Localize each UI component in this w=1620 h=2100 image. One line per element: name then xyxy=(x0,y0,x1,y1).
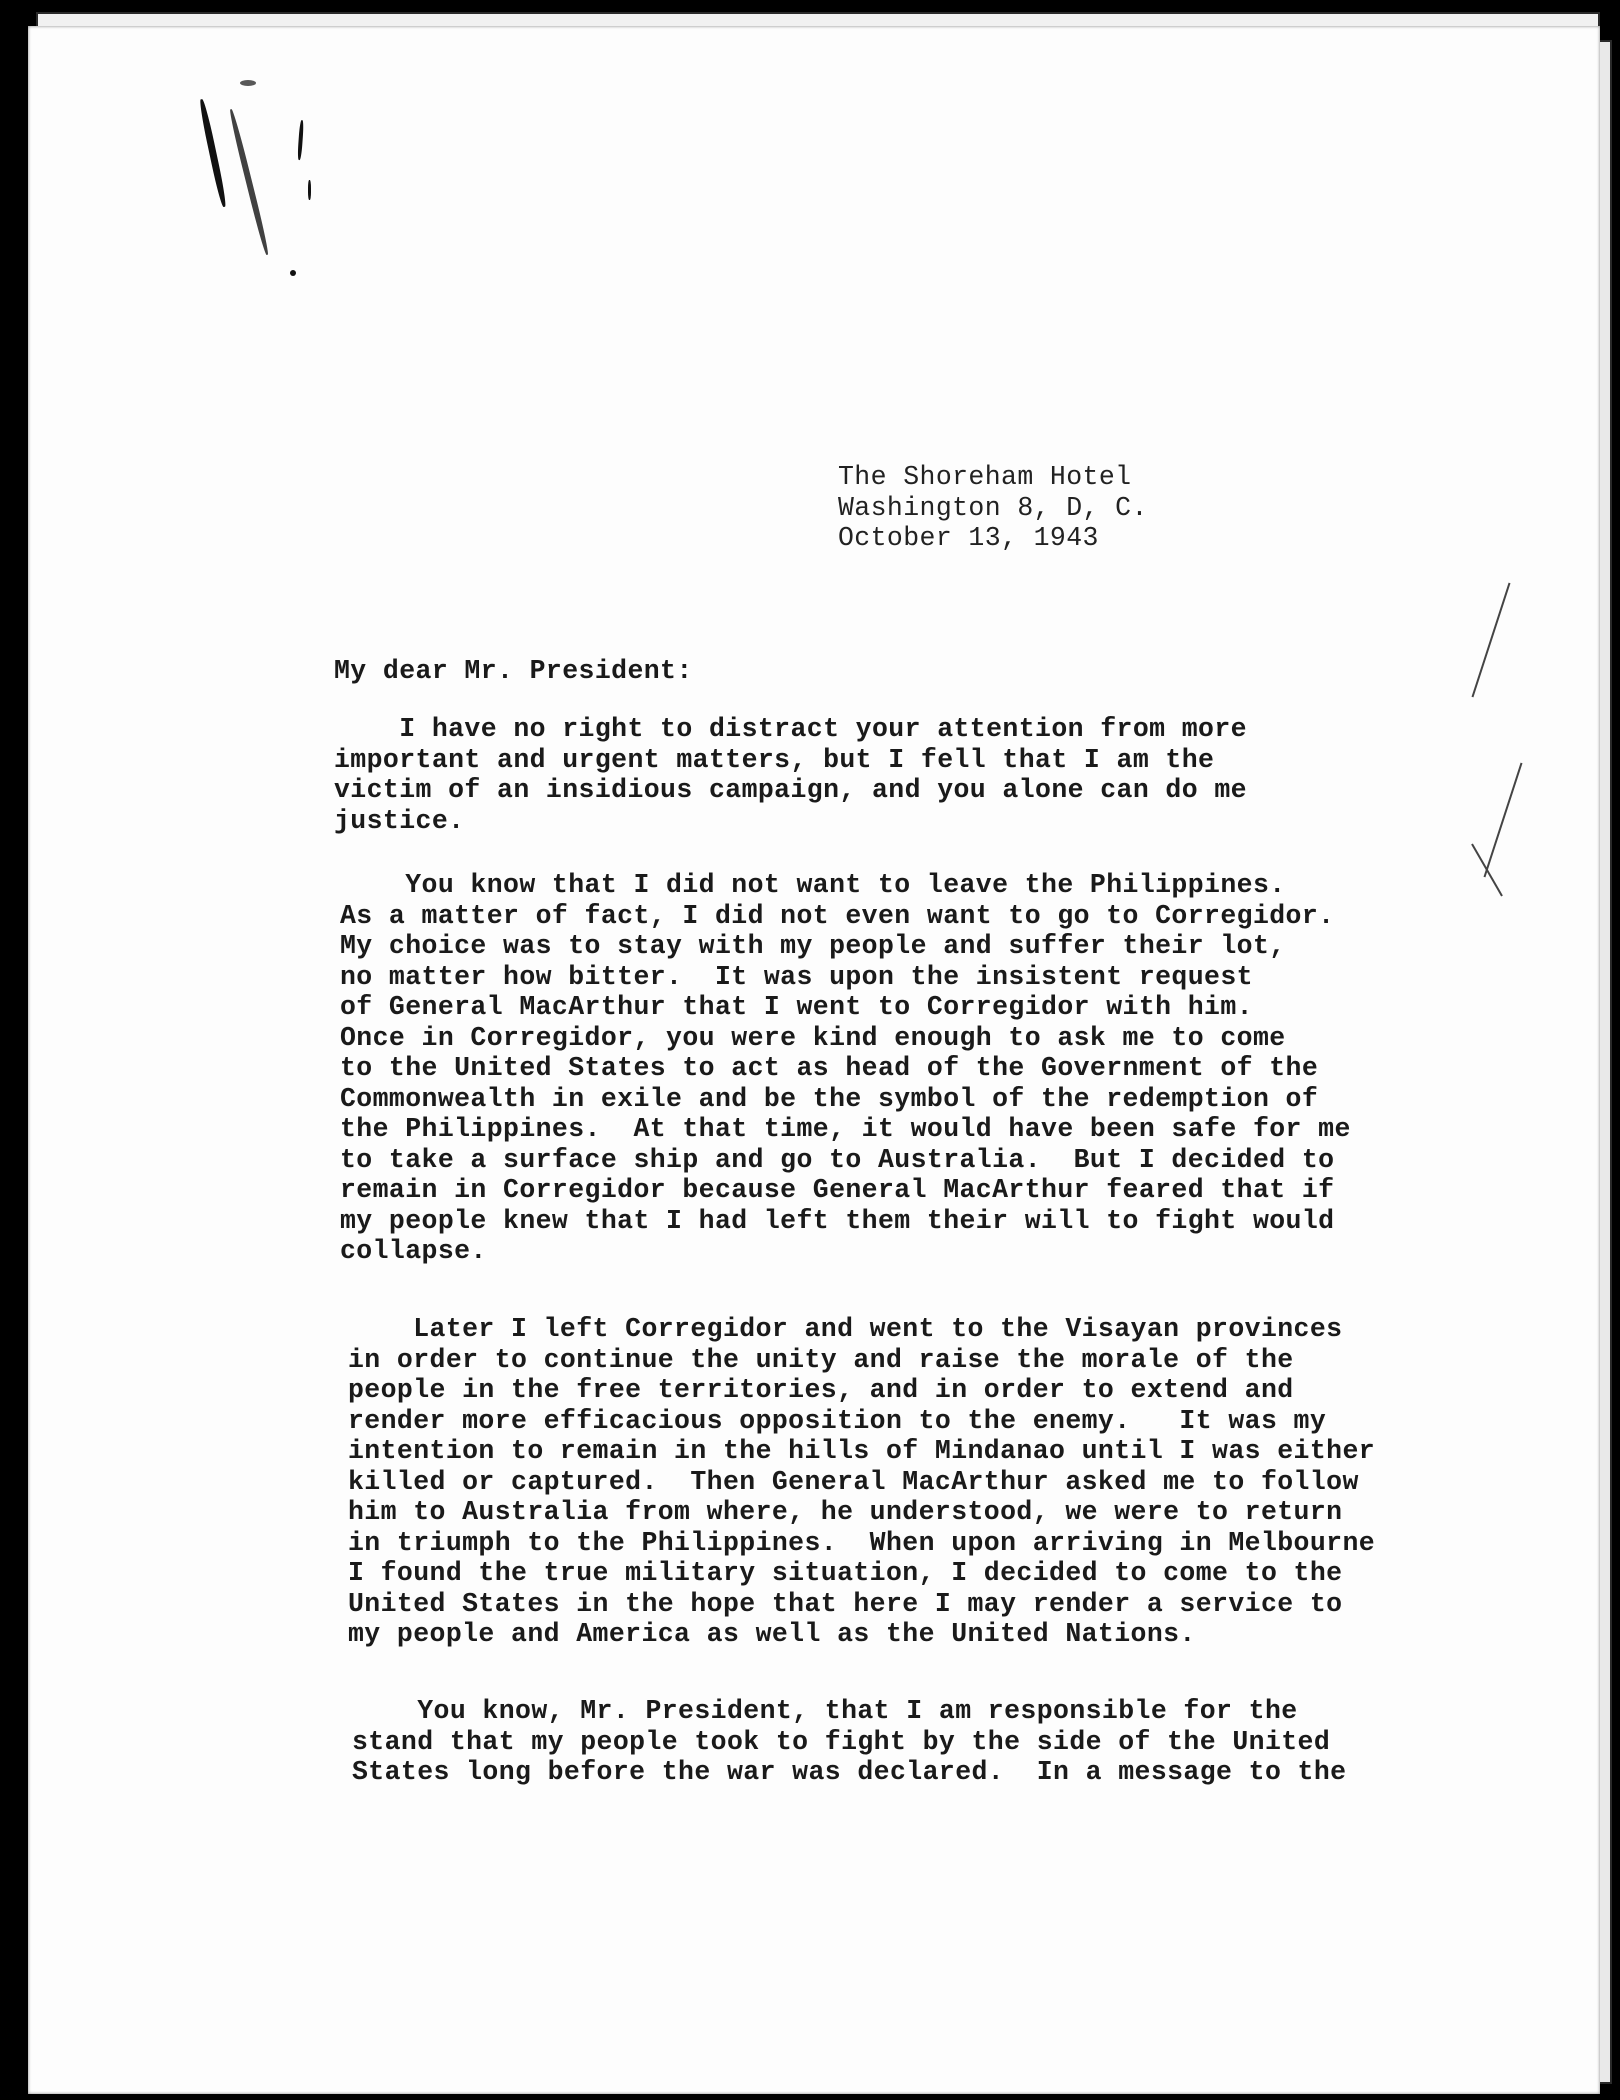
paragraph-4 xyxy=(352,1696,1346,1788)
text-line: My choice was to stay with my people and suffer their lot, xyxy=(340,931,1286,961)
text-line: You know, Mr. President, that I am responsible for the xyxy=(352,1696,1298,1726)
text-line: in triumph to the Philippines. When upon arriving in Melbourne xyxy=(348,1527,1376,1558)
text-line: Commonwealth in exile and be the symbol of the redemption of xyxy=(340,1083,1319,1114)
return-address-line: Washington 8, D, C. xyxy=(838,492,1148,523)
text-line: my people and America as well as the United Nations. xyxy=(348,1619,1196,1649)
text-line: I have no right to distract your attention from more xyxy=(334,714,1247,744)
text-line: victim of an insidious campaign, and you alone can do me xyxy=(334,775,1247,805)
text-line: the Philippines. At that time, it would have been safe for me xyxy=(340,1114,1351,1144)
text-line: him to Australia from where, he understood, we were to return xyxy=(348,1497,1343,1527)
salutation: My dear Mr. President: xyxy=(334,656,693,686)
text-line: my people knew that I had left them their will to fight would xyxy=(340,1205,1335,1236)
text-line: remain in Corregidor because General MacArthur feared that if xyxy=(340,1175,1335,1205)
letter-date: October 13, 1943 xyxy=(838,523,1099,553)
text-line: in order to continue the unity and raise the morale of the xyxy=(348,1344,1294,1375)
text-line: Later I left Corregidor and went to the Visayan provinces xyxy=(348,1314,1343,1344)
text-line: States long before the war was declared. In a message to the xyxy=(352,1757,1347,1787)
text-line: to take a surface ship and go to Australia. But I decided to xyxy=(340,1144,1335,1175)
text-line: no matter how bitter. It was upon the insistent request xyxy=(340,961,1253,992)
text-line: to the United States to act as head of the Government of the xyxy=(340,1053,1319,1083)
text-line: I found the true military situation, I decided to come to the xyxy=(348,1558,1343,1588)
text-line: Once in Corregidor, you were kind enough to ask me to come xyxy=(340,1022,1286,1053)
text-line: people in the free territories, and in order to extend and xyxy=(348,1375,1294,1405)
return-address-block xyxy=(838,462,1148,554)
text-line: justice. xyxy=(334,805,465,836)
text-line: collapse. xyxy=(340,1236,487,1266)
text-line: render more efficacious opposition to the enemy. It was my xyxy=(348,1405,1327,1436)
paragraph-3 xyxy=(348,1314,1375,1650)
text-line: important and urgent matters, but I fell that I am the xyxy=(334,744,1215,775)
text-line: intention to remain in the hills of Mindanao until I was either xyxy=(348,1436,1376,1466)
text-line: stand that my people took to fight by the side of the United xyxy=(352,1726,1331,1757)
return-address-line: The Shoreham Hotel xyxy=(838,462,1132,492)
text-line: killed or captured. Then General MacArthur asked me to follow xyxy=(348,1466,1359,1497)
text-line: You know that I did not want to leave the Philippines. xyxy=(340,870,1286,900)
text-line: United States in the hope that here I may render a service to xyxy=(348,1588,1343,1619)
text-line: of General MacArthur that I went to Corregidor with him. xyxy=(340,992,1253,1022)
paragraph-1 xyxy=(334,714,1247,836)
paragraph-2 xyxy=(340,870,1351,1267)
text-line: As a matter of fact, I did not even want to go to Corregidor. xyxy=(340,900,1335,931)
